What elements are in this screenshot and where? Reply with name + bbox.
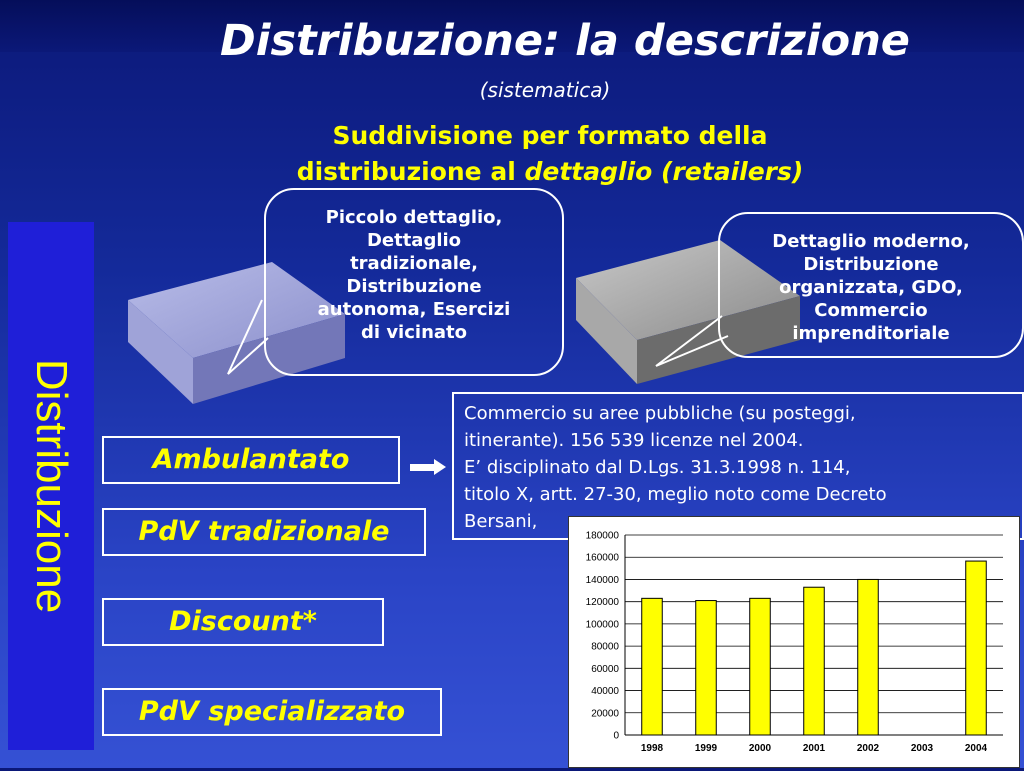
callout-small-retail <box>264 188 564 376</box>
chart-y-tick-label: 60000 <box>591 663 619 675</box>
heading-line-1: Suddivisione per formato della <box>332 121 768 150</box>
chart-x-tick-label: 2001 <box>802 743 826 754</box>
chart-bar <box>804 587 825 735</box>
heading-line-2-italic: dettaglio <box>524 157 653 186</box>
arrow-icon <box>410 459 446 475</box>
chart-y-tick-label: 160000 <box>585 552 619 564</box>
chart-bar <box>858 579 879 735</box>
chart-bar <box>642 598 663 735</box>
chart-x-tick-label: 2003 <box>910 743 934 754</box>
callout-right-line: imprenditoriale <box>792 323 950 344</box>
callout-right-line: Dettaglio moderno, <box>772 231 970 252</box>
chart-svg <box>569 517 1019 767</box>
chart-x-tick-label: 2004 <box>964 743 988 754</box>
info-line: titolo X, artt. 27-30, meglio noto come Decreto <box>464 484 887 505</box>
chart-x-tick-label: 1998 <box>640 743 664 754</box>
format-ambulantato: Ambulantato <box>102 436 400 484</box>
callout-right-line: Distribuzione <box>803 254 939 275</box>
callout-left-line: di vicinato <box>361 322 467 343</box>
callout-right-line: organizzata, GDO, <box>779 277 963 298</box>
info-line: Bersani, <box>464 511 538 532</box>
sidebar-label: Distribuzione <box>27 358 76 614</box>
chart-y-tick-label: 20000 <box>591 708 619 720</box>
chart-bar <box>750 598 771 735</box>
chart-y-tick-label: 80000 <box>591 641 619 653</box>
chart-x-tick-label: 2002 <box>856 743 880 754</box>
format-pdv-specializzato: PdV specializzato <box>102 688 442 736</box>
info-line: E’ disciplinato dal D.Lgs. 31.3.1998 n. 114, <box>464 457 851 478</box>
chart-x-tick-label: 1999 <box>694 743 718 754</box>
chart-y-tick-label: 100000 <box>585 619 619 631</box>
chart-bar <box>696 601 717 735</box>
info-line: Commercio su aree pubbliche (su posteggi, <box>464 403 856 424</box>
info-line: itinerante). 156 539 licenze nel 2004. <box>464 430 804 451</box>
callout-left-line: Piccolo dettaglio, <box>325 207 503 228</box>
format-discount: Discount* <box>102 598 384 646</box>
heading-line-2-end: (retailers) <box>652 157 804 186</box>
chart-y-tick-label: 180000 <box>585 530 619 542</box>
callout-modern-retail <box>718 212 1024 358</box>
callout-left-line: Dettaglio <box>366 230 462 251</box>
callout-right-line: Commercio <box>814 300 928 321</box>
chart-x-tick-label: 2000 <box>748 743 772 754</box>
chart-y-tick-label: 40000 <box>591 686 619 698</box>
chart-y-tick-label: 120000 <box>585 597 619 609</box>
chart-y-tick-label: 140000 <box>585 574 619 586</box>
callout-left-line: Distribuzione <box>346 276 482 297</box>
chart-y-tick-label: 0 <box>613 730 619 742</box>
callout-left-line: autonoma, Esercizi <box>317 299 511 320</box>
licenses-bar-chart <box>568 516 1020 768</box>
page-title: Distribuzione: la descrizione <box>220 16 910 66</box>
chart-bar <box>966 561 987 735</box>
callout-left-line: tradizionale, <box>350 253 478 274</box>
page-subtitle: (sistematica) <box>479 78 611 102</box>
format-pdv-tradizionale: PdV tradizionale <box>102 508 426 556</box>
heading-line-2-start: distribuzione al <box>296 157 525 186</box>
